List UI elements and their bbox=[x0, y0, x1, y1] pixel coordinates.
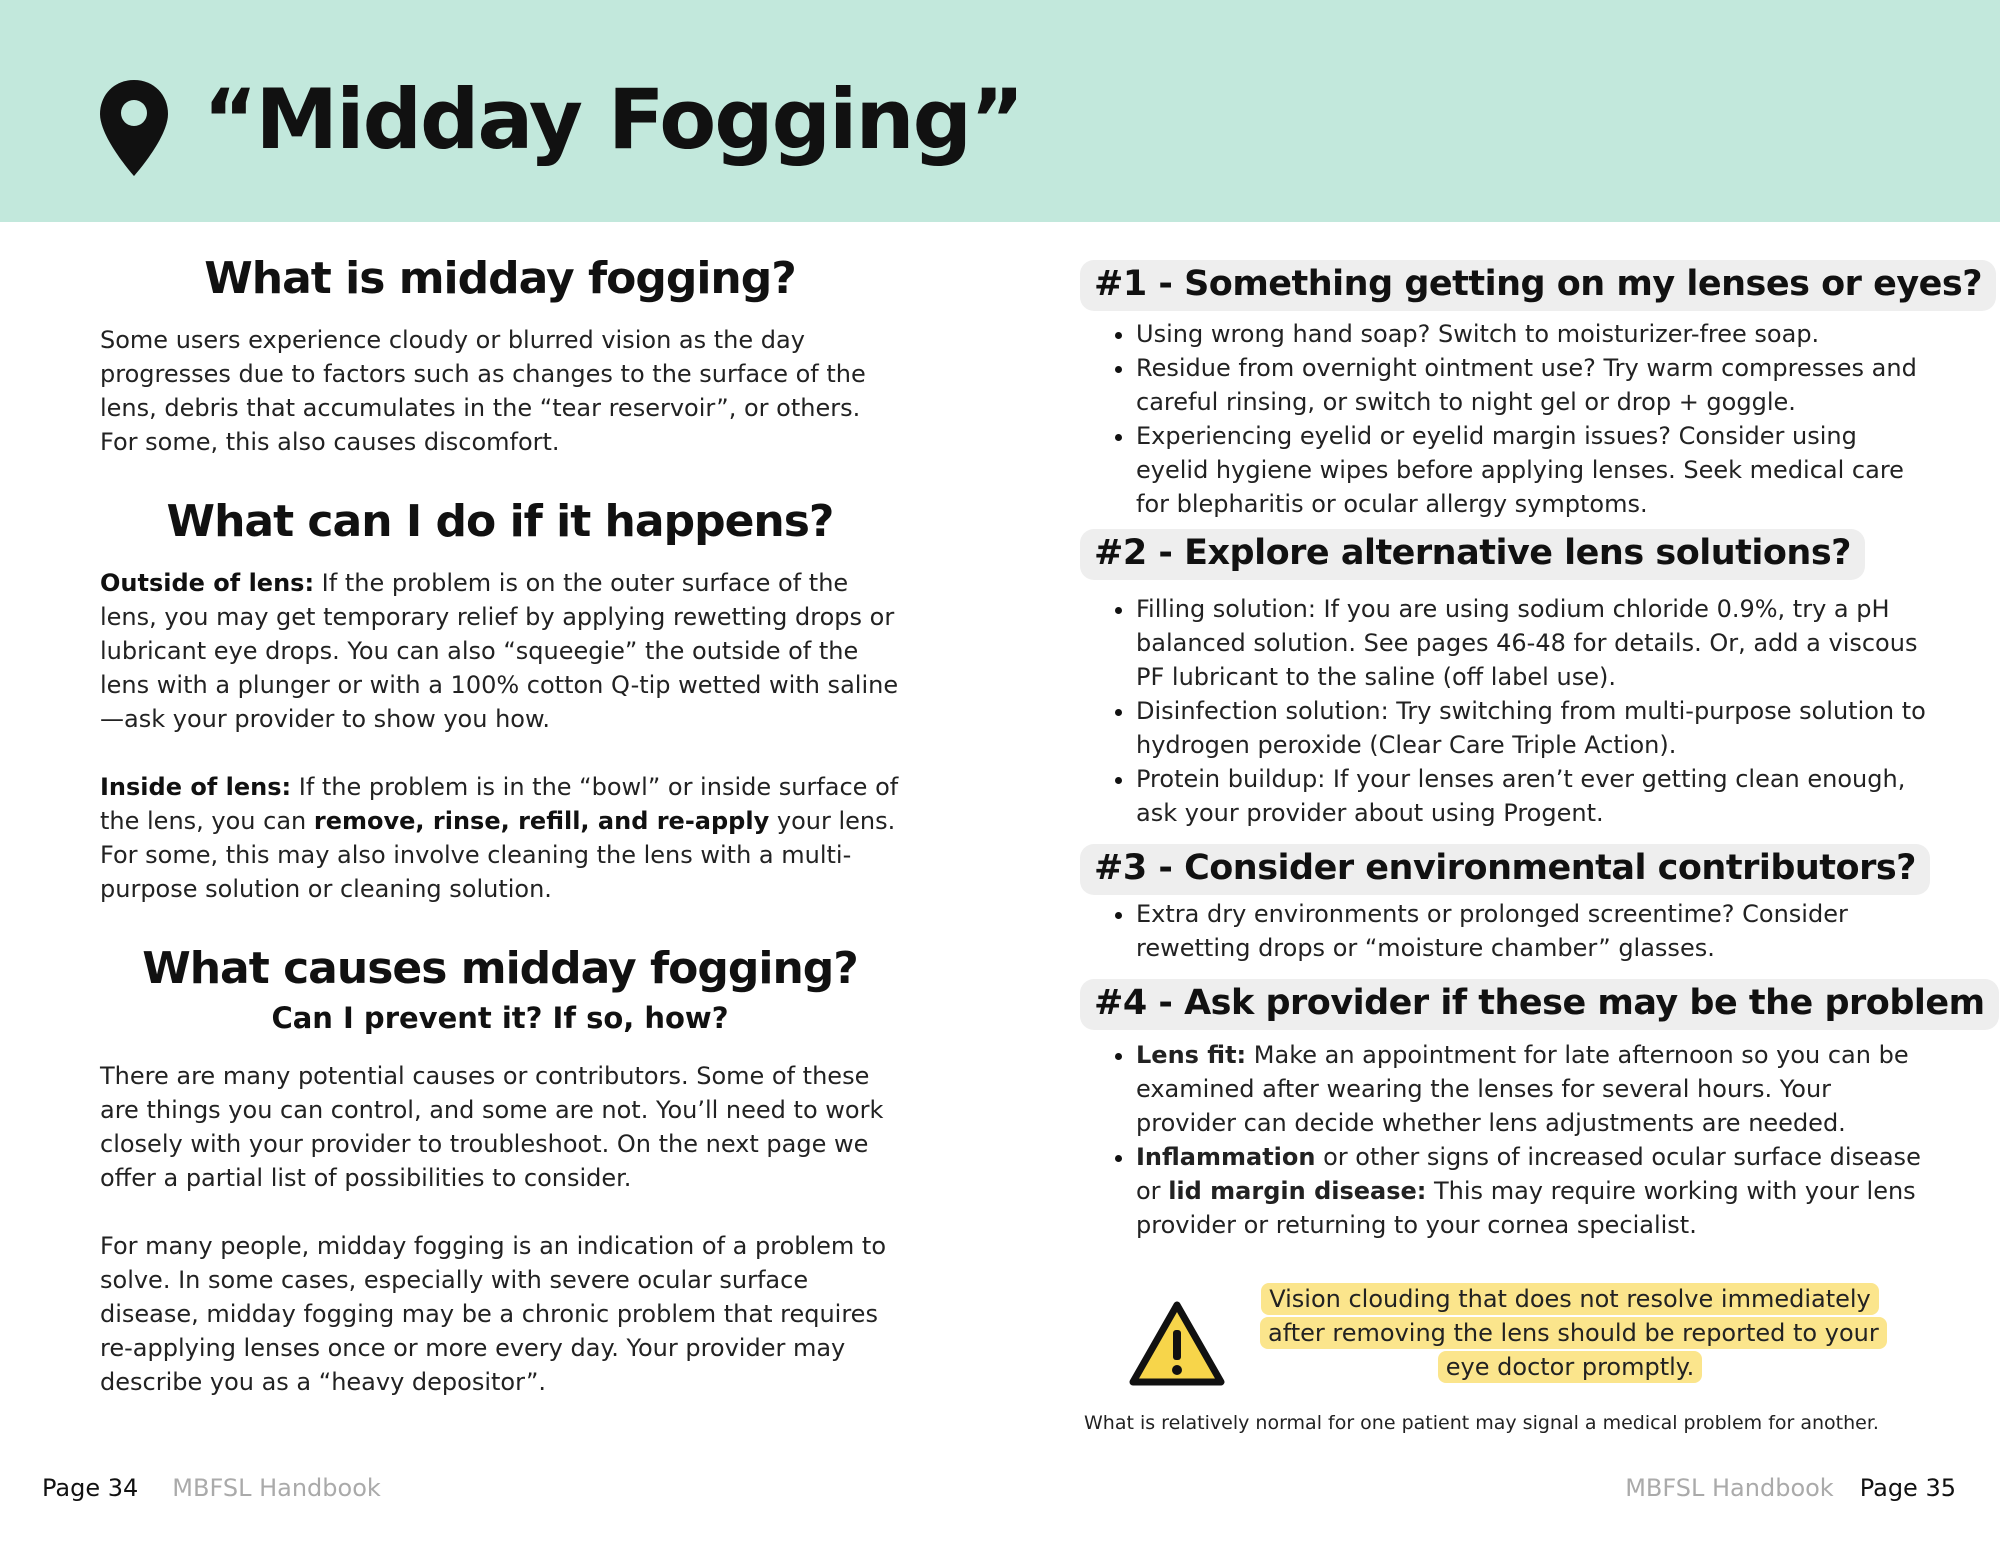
handbook-label-right: MBFSL Handbook bbox=[1625, 1474, 1834, 1502]
inflammation-label: Inflammation bbox=[1136, 1143, 1316, 1171]
inside-lens-paragraph: Inside of lens: If the problem is in the “bowl” or inside surface of the lens, you can remove, rinse, refill, and re-apply your lens. For some, this may also involve cleaning the lens with a multi-purpose solution or cleaning solution. bbox=[100, 773, 899, 904]
footer-right bbox=[1625, 1474, 1956, 1502]
section-3-list bbox=[1080, 897, 1930, 965]
list-item: • Protein buildup: If your lenses aren’t ever getting clean enough, ask your provider about using Progent. bbox=[1136, 762, 1930, 830]
list-item: • Residue from overnight ointment use? Try warm compresses and careful rinsing, or switch to night gel or drop + goggle. bbox=[1136, 351, 1930, 419]
footer-left bbox=[42, 1474, 381, 1502]
footnote: What is relatively normal for one patient may signal a medical problem for another. bbox=[1084, 1412, 1879, 1434]
page-title: “Midday Fogging” bbox=[203, 71, 1023, 168]
page-number-right: Page 35 bbox=[1859, 1474, 1956, 1502]
list-item: • Lens fit: Make an appointment for late afternoon so you can be examined after wearing the lenses for several hours. Your provider can decide whether lens adjustments are needed. bbox=[1136, 1038, 1930, 1140]
section-2-heading: #2 - Explore alternative lens solutions? bbox=[1080, 529, 1865, 580]
section-4-heading: #4 - Ask provider if these may be the problem bbox=[1080, 979, 1999, 1030]
list-item: • Experiencing eyelid or eyelid margin issues? Consider using eyelid hygiene wipes before applying lenses. Seek medical care for blepharitis or ocular allergy symptoms. bbox=[1136, 419, 1930, 521]
section-3-heading: #3 - Consider environmental contributors? bbox=[1080, 844, 1930, 895]
list-item: • Using wrong hand soap? Switch to moisturizer-free soap. bbox=[1136, 317, 1930, 351]
list-item: • Filling solution: If you are using sodium chloride 0.9%, try a pH balanced solution. See pages 46-48 for details. Or, add a viscous PF lubricant to the saline (off label use). bbox=[1136, 592, 1930, 694]
warning-text: Vision clouding that does not resolve immediately after removing the lens should be reported to your eye doctor promptly. bbox=[1260, 1283, 1887, 1383]
section-4-list bbox=[1080, 1038, 1930, 1242]
list-item: • Inflammation or other signs of increased ocular surface disease or lid margin disease: This may require working with your lens provider or returning to your cornea specialist. bbox=[1136, 1140, 1930, 1242]
section-1-list bbox=[1080, 317, 1930, 521]
causes-paragraph-2: For many people, midday fogging is an indication of a problem to solve. In some cases, especially with severe ocular surface disease, midday fogging may be a chronic problem that requires re-applying lenses once or more every day. Your provider may describe you as a “heavy depositor”. bbox=[100, 1232, 887, 1397]
heading-what-is: What is midday fogging? bbox=[204, 253, 796, 304]
left-column bbox=[100, 250, 900, 1399]
map-pin-icon bbox=[98, 78, 170, 178]
inside-lens-label: Inside of lens: bbox=[100, 773, 292, 802]
right-column bbox=[1080, 260, 1985, 1242]
warning-icon bbox=[1128, 1300, 1226, 1388]
lid-margin-label: lid margin disease: bbox=[1168, 1177, 1427, 1205]
section-2-list bbox=[1080, 592, 1930, 830]
causes-paragraph-1: There are many potential causes or contributors. Some of these are things you can control, and some are not. You’ll need to work closely with your provider to troubleshoot. On the next page we offer a partial list of possibilities to consider. bbox=[100, 1062, 884, 1193]
section-1-heading: #1 - Something getting on my lenses or eyes? bbox=[1080, 260, 1996, 311]
outside-lens-paragraph: Outside of lens: If the problem is on the outer surface of the lens, you may get temporary relief by applying rewetting drops or lubricant eye drops. You can also “squeegie” the outside of the lens with a plunger or with a 100% cotton Q-tip wetted with saline—ask your provider to show you how. bbox=[100, 569, 899, 734]
list-item: • Extra dry environments or prolonged screentime? Consider rewetting drops or “moisture chamber” glasses. bbox=[1136, 897, 1930, 965]
handbook-label-left: MBFSL Handbook bbox=[172, 1474, 381, 1502]
what-is-paragraph: Some users experience cloudy or blurred vision as the day progresses due to factors such as changes to the surface of the lens, debris that accumulates in the “tear reservoir”, or others. For some, this also causes discomfort. bbox=[100, 326, 866, 457]
header-band bbox=[0, 0, 2000, 222]
warning-callout bbox=[1260, 1282, 1880, 1384]
heading-what-can-i-do: What can I do if it happens? bbox=[166, 496, 834, 548]
lens-fit-label: Lens fit: bbox=[1136, 1041, 1247, 1069]
page-number-left: Page 34 bbox=[42, 1474, 139, 1502]
outside-lens-label: Outside of lens: bbox=[100, 569, 315, 598]
list-item: • Disinfection solution: Try switching from multi-purpose solution to hydrogen peroxide (Clear Care Triple Action). bbox=[1136, 694, 1930, 762]
heading-what-causes: What causes midday fogging? bbox=[142, 943, 858, 995]
subheading-prevent: Can I prevent it? If so, how? bbox=[271, 1000, 729, 1035]
